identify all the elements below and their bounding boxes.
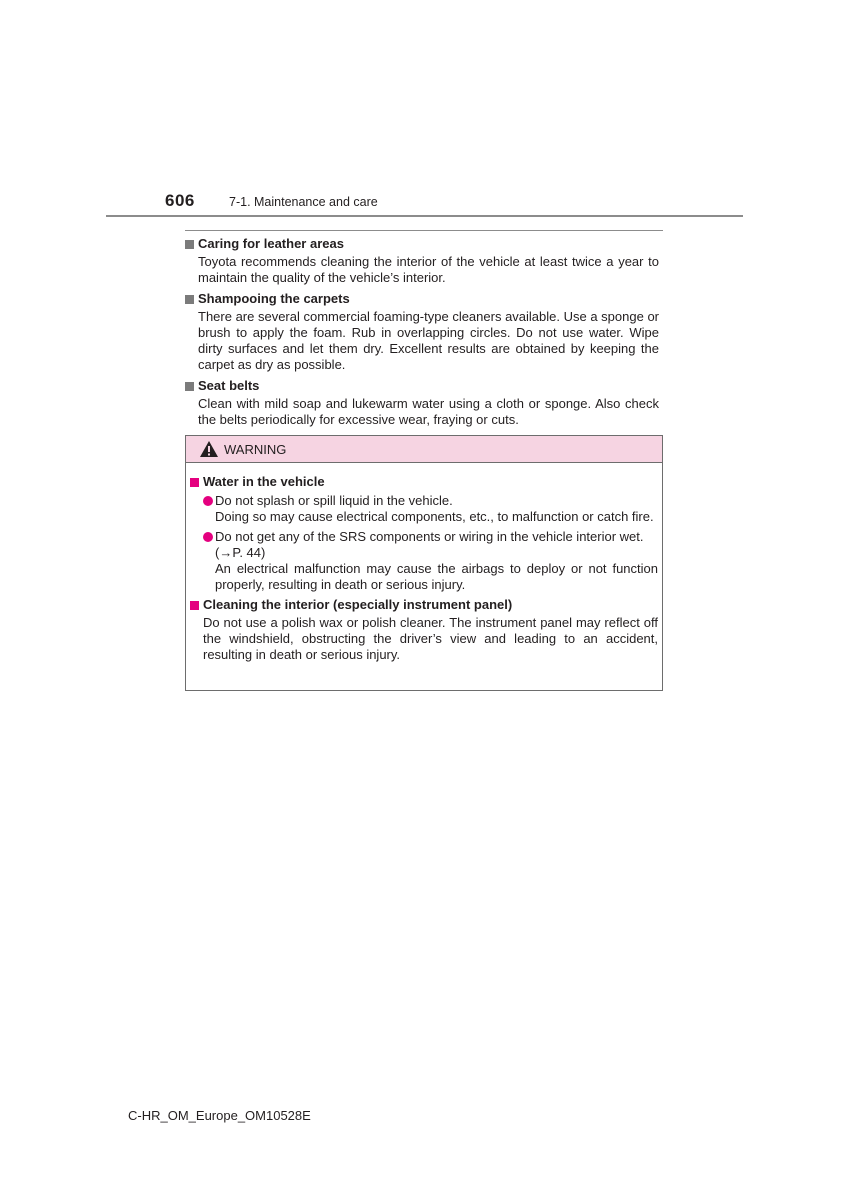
circle-bullet-icon [203, 496, 213, 506]
square-bullet-icon [185, 295, 194, 304]
bullet-item [203, 529, 658, 593]
warning-label: WARNING [224, 441, 287, 457]
bullet-text [215, 493, 658, 525]
section-heading-text: Shampooing the carpets [198, 291, 350, 306]
warning-header [186, 436, 662, 463]
page-number: 606 [165, 191, 195, 210]
section-body: Toyota recommends cleaning the interior of the vehicle at least twice a year to maintain the quality of the vehicle’s interior. [198, 254, 659, 285]
bullet-line: Do not get any of the SRS components or wiring in the vehicle interior wet. [215, 529, 644, 544]
warning-box [185, 435, 663, 691]
warning-item-body: Do not use a polish wax or polish cleaner. The instrument panel may reflect off the windshield, obstructing the driver’s view and leading to an accident, resulting in death or serious injury. [203, 615, 658, 662]
square-bullet-icon [185, 240, 194, 249]
square-bullet-icon [190, 478, 199, 487]
warning-item-title: Cleaning the interior (especially instrument panel) [203, 597, 513, 612]
section-body: There are several commercial foaming-type cleaners available. Use a sponge or brush to apply the foam. Rub in overlapping circles. Do not use water. Wipe dirty surfaces and let them dry. Excellent results are obtained by keeping the carpet as dry as possible. [198, 309, 659, 372]
bullet-line: Do not splash or spill liquid in the vehicle. [215, 493, 453, 508]
warning-body [186, 463, 662, 663]
header-rule [106, 215, 743, 217]
circle-bullet-icon [203, 532, 213, 542]
bullet-line: An electrical malfunction may cause the airbags to deploy or not function properly, resulting in death or serious injury. [215, 561, 658, 592]
content-rule [185, 230, 663, 231]
bullet-line: Doing so may cause electrical components, etc., to malfunction or catch fire. [215, 509, 654, 524]
square-bullet-icon [190, 601, 199, 610]
bullet-text [215, 529, 658, 593]
section-title: 7-1. Maintenance and care [229, 195, 378, 209]
section-heading-text: Seat belts [198, 378, 260, 393]
main-content [185, 236, 659, 433]
page-reference: (→P. 44) [215, 545, 266, 560]
warning-item-title: Water in the vehicle [203, 474, 325, 489]
bullet-item [203, 493, 658, 525]
section-heading-text: Caring for leather areas [198, 236, 344, 251]
footer-doc-code: C-HR_OM_Europe_OM10528E [128, 1108, 311, 1123]
section-heading [185, 291, 659, 307]
section-heading [185, 236, 659, 252]
warning-item-heading [190, 597, 658, 613]
warning-item-heading [190, 474, 658, 490]
warning-triangle-icon [199, 440, 219, 458]
section-heading [185, 378, 659, 394]
section-body: Clean with mild soap and lukewarm water using a cloth or sponge. Also check the belts periodically for excessive wear, fraying or cuts. [198, 396, 659, 427]
square-bullet-icon [185, 382, 194, 391]
